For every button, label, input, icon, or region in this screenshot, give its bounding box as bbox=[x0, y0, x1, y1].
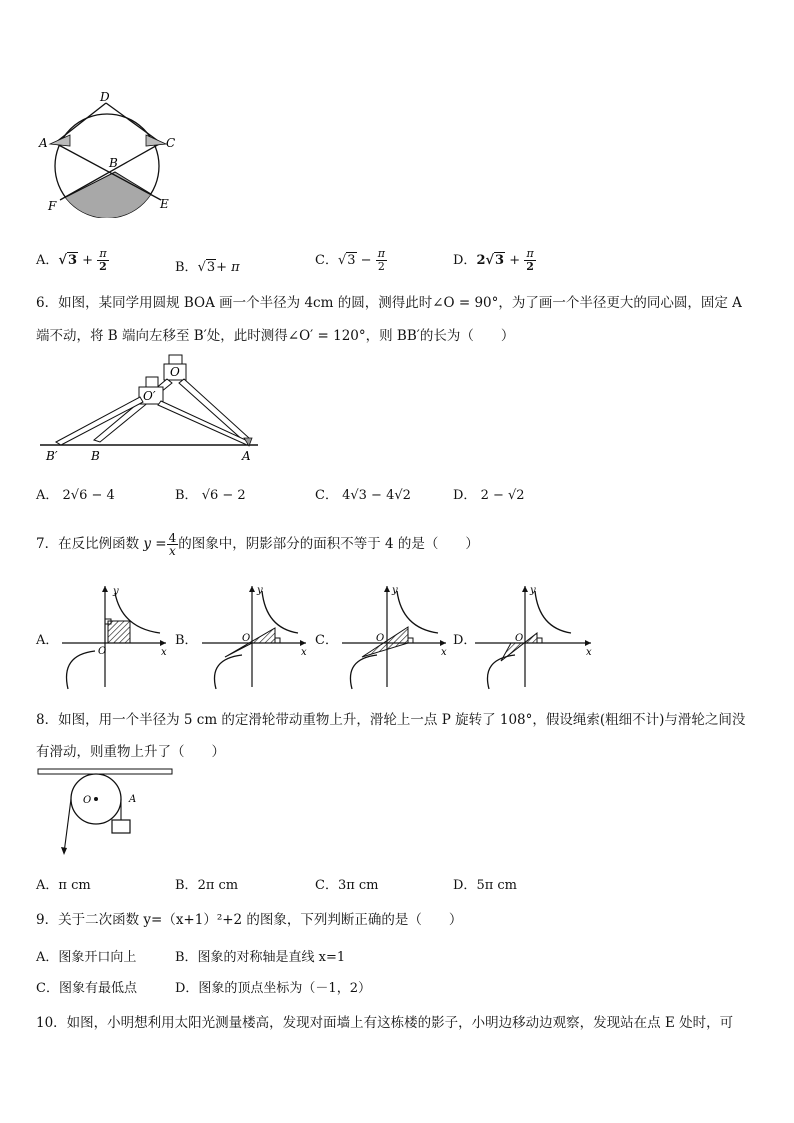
svg-text:O: O bbox=[242, 633, 251, 644]
q9-option-c[interactable]: C．图象有最低点 bbox=[36, 981, 137, 996]
q8-pulley-figure bbox=[36, 765, 176, 860]
q9-option-a[interactable]: A．图象开口向上 bbox=[36, 950, 137, 965]
svg-text:x: x bbox=[586, 647, 592, 658]
q6-label-o-prime: O′ bbox=[143, 389, 156, 403]
svg-text:y: y bbox=[257, 585, 263, 596]
q5-option-a[interactable]: A．√3 + $\frac{\pi}{2}$ bbox=[36, 247, 107, 273]
q6-option-d[interactable]: D． 2 − √2 bbox=[453, 488, 525, 503]
q5-label-d: D bbox=[100, 90, 110, 104]
q9-option-d[interactable]: D．图象的顶点坐标为（－1，2） bbox=[175, 981, 371, 996]
q6-stem-line1: 6．如图，某同学用圆规 BOA 画一个半径为 4cm 的圆，测得此时∠O = 90°，为了画一个半径更大的同心圆，固定 A bbox=[36, 295, 742, 311]
q7-option-b-label[interactable]: B． bbox=[175, 633, 198, 648]
svg-text:O: O bbox=[83, 795, 92, 806]
q6-option-c[interactable]: C． 4√3 − 4√2 bbox=[315, 488, 411, 503]
q7-graph-a bbox=[60, 583, 172, 691]
q7-graph-b bbox=[200, 583, 312, 691]
q5-option-b[interactable]: B．√3+ π bbox=[175, 260, 240, 275]
q9-stem: 9．关于二次函数 y=（x+1）²+2 的图象，下列判断正确的是（ ） bbox=[36, 912, 463, 928]
svg-text:x: x bbox=[161, 647, 167, 658]
q5-label-f: F bbox=[48, 199, 57, 213]
q5-label-b: B bbox=[109, 156, 118, 170]
q7-graph-d bbox=[473, 583, 598, 691]
q5-option-d[interactable]: D．2√3 + $\frac{\pi}{2}$ bbox=[453, 247, 534, 273]
q5-shaded-region bbox=[60, 172, 161, 218]
q5-figure bbox=[36, 88, 186, 218]
q10-stem-line1: 10．如图，小明想利用太阳光测量楼高，发现对面墙上有这栋楼的影子，小明边移动边观察，发现站在点 E 处时，可 bbox=[36, 1015, 734, 1031]
svg-text:y: y bbox=[392, 585, 398, 596]
q6-label-b-prime: B′ bbox=[46, 449, 58, 463]
q7-stem: 7．在反比例函数 y = $\frac{4}{x}$ 的图象中，阴影部分的面积不等于 4 的是（ ） bbox=[36, 531, 479, 558]
q5-label-e: E bbox=[160, 197, 169, 211]
q8-option-a[interactable]: A．π cm bbox=[36, 878, 91, 893]
svg-text:y: y bbox=[113, 586, 119, 597]
svg-text:x: x bbox=[441, 647, 447, 658]
svg-text:O: O bbox=[376, 633, 385, 644]
q6-compass-figure bbox=[36, 352, 261, 467]
svg-text:y: y bbox=[530, 585, 536, 596]
q6-option-a[interactable]: A． 2√6 − 4 bbox=[36, 488, 115, 503]
q6-option-b[interactable]: B． √6 − 2 bbox=[175, 488, 246, 503]
svg-text:A: A bbox=[129, 794, 137, 805]
q8-option-b[interactable]: B．2π cm bbox=[175, 878, 239, 893]
q8-option-d[interactable]: D．5π cm bbox=[453, 878, 517, 893]
q7-option-d-label[interactable]: D． bbox=[453, 633, 477, 648]
svg-text:O: O bbox=[98, 646, 107, 657]
q6-label-o: O bbox=[170, 365, 180, 379]
q5-label-c: C bbox=[166, 136, 176, 150]
q6-label-a: A bbox=[242, 449, 251, 463]
svg-text:x: x bbox=[301, 647, 307, 658]
q5-option-c[interactable]: C．√3 − $\frac{\pi}{2}$ bbox=[315, 247, 385, 273]
q5-label-a: A bbox=[39, 136, 48, 150]
svg-text:O: O bbox=[515, 633, 524, 644]
q7-option-a-label[interactable]: A． bbox=[36, 633, 59, 648]
q7-graph-c bbox=[340, 583, 452, 691]
q8-stem-line1: 8．如图，用一个半径为 5 cm 的定滑轮带动重物上升，滑轮上一点 P 旋转了 108°，假设绳索(粗细不计)与滑轮之间没 bbox=[36, 712, 746, 728]
q8-stem-line2: 有滑动，则重物上升了（ ） bbox=[36, 744, 225, 760]
q6-label-b: B bbox=[91, 449, 100, 463]
q6-stem-line2: 端不动，将 B 端向左移至 B′处，此时测得∠O′ = 120°，则 BB′的长为（ ） bbox=[36, 328, 515, 344]
q8-option-c[interactable]: C．3π cm bbox=[315, 878, 379, 893]
q9-option-b[interactable]: B．图象的对称轴是直线 x=1 bbox=[175, 950, 346, 965]
q7-option-c-label[interactable]: C． bbox=[315, 633, 338, 648]
